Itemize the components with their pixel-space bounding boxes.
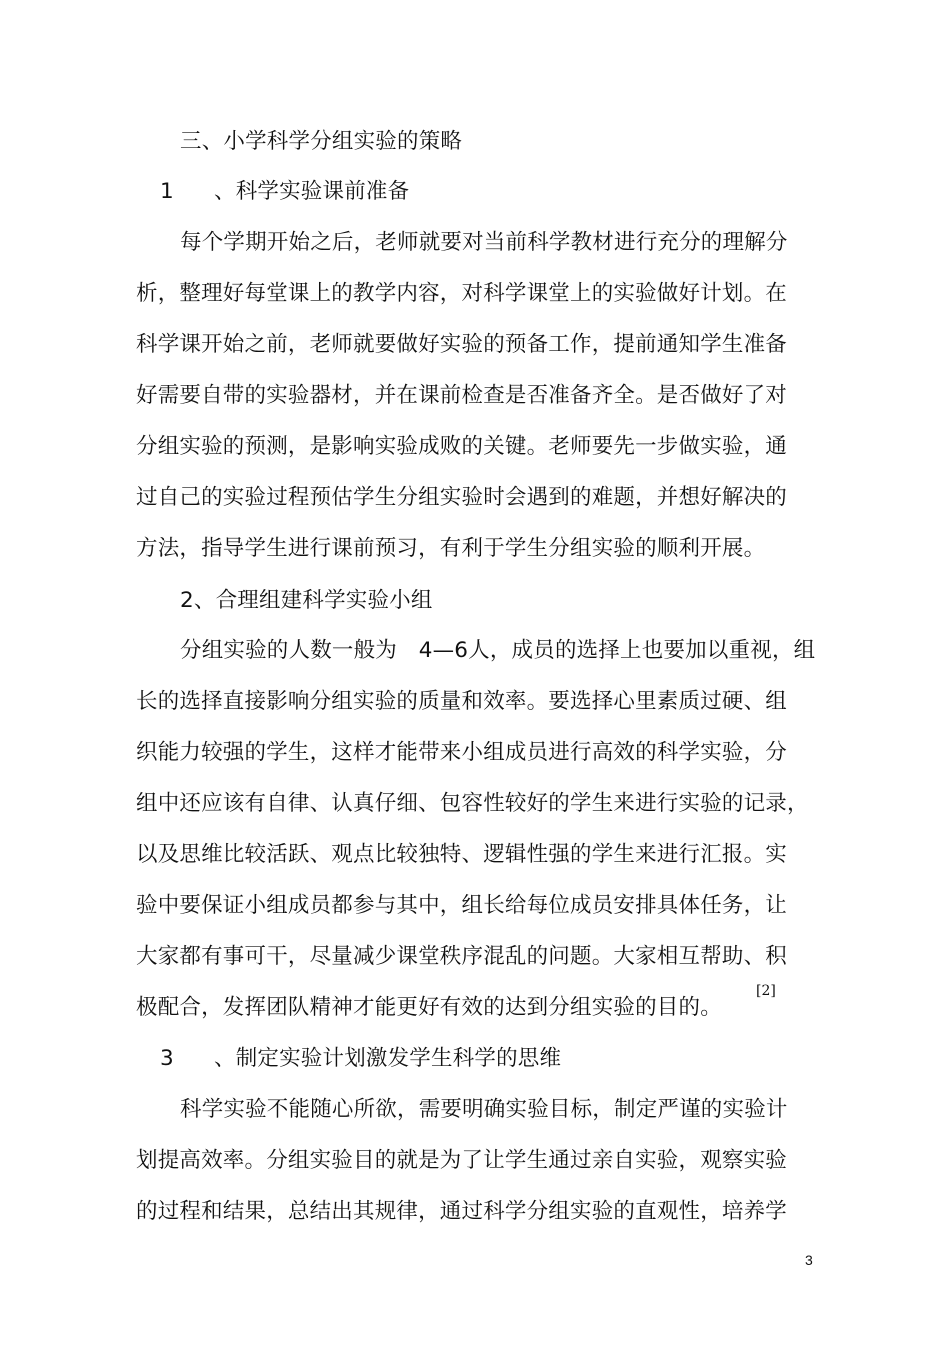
section-title: 三、小学科学分组实验的策略 <box>180 129 463 154</box>
paragraph-1-line-3: 科学课开始之前，老师就要做好实验的预备工作，提前通知学生准备 <box>136 332 788 357</box>
paragraph-3-line-2: 划提高效率。分组实验目的就是为了让学生通过亲自实验，观察实验 <box>136 1148 788 1173</box>
paragraph-1-line-4: 好需要自带的实验器材，并在课前检查是否准备齐全。是否做好了对 <box>136 383 788 408</box>
paragraph-1-line-7: 方法，指导学生进行课前预习，有利于学生分组实验的顺利开展。 <box>136 536 766 561</box>
paragraph-1-line-2: 析，整理好每堂课上的教学内容，对科学课堂上的实验做好计划。在 <box>136 281 788 306</box>
citation-marker: [2] <box>756 983 776 999</box>
paragraph-3-line-3: 的过程和结果，总结出其规律，通过科学分组实验的直观性，培养学 <box>136 1199 788 1224</box>
paragraph-2-line-7: 大家都有事可干，尽量减少课堂秩序混乱的问题。大家相互帮助、积 <box>136 944 788 969</box>
paragraph-3-line-1: 科学实验不能随心所欲，需要明确实验目标，制定严谨的实验计 <box>180 1097 788 1122</box>
paragraph-2-line-3: 织能力较强的学生，这样才能带来小组成员进行高效的科学实验，分 <box>136 740 788 765</box>
paragraph-1-line-6: 过自己的实验过程预估学生分组实验时会遇到的难题，并想好解决的 <box>136 485 788 510</box>
subheading-1-title: 、科学实验课前准备 <box>214 179 410 204</box>
paragraph-2-line-6: 验中要保证小组成员都参与其中，组长给每位成员安排具体任务，让 <box>136 893 788 918</box>
paragraph-2-line-1: 分组实验的人数一般为 4—6人，成员的选择上也要加以重视，组 <box>180 638 816 663</box>
subheading-3-number: 3 <box>160 1046 174 1071</box>
paragraph-2-line-2: 长的选择直接影响分组实验的质量和效率。要选择心里素质过硬、组 <box>136 689 788 714</box>
subheading-1-number: 1 <box>160 179 174 204</box>
subheading-3-title: 、制定实验计划激发学生科学的思维 <box>214 1046 562 1071</box>
subheading-1 <box>160 178 409 206</box>
subheading-2: 2、合理组建科学实验小组 <box>180 588 433 613</box>
page-number: 3 <box>805 1252 813 1268</box>
paragraph-1-line-5: 分组实验的预测，是影响实验成败的关键。老师要先一步做实验，通 <box>136 434 788 459</box>
subheading-3 <box>160 1045 561 1073</box>
paragraph-2-line-5: 以及思维比较活跃、观点比较独特、逻辑性强的学生来进行汇报。实 <box>136 842 788 867</box>
paragraph-2-line-8: 极配合，发挥团队精神才能更好有效的达到分组实验的目的。 <box>136 995 722 1020</box>
paragraph-2-line-4: 组中还应该有自律、认真仔细、包容性较好的学生来进行实验的记录， <box>136 791 809 816</box>
paragraph-1-line-1: 每个学期开始之后，老师就要对当前科学教材进行充分的理解分 <box>180 230 788 255</box>
